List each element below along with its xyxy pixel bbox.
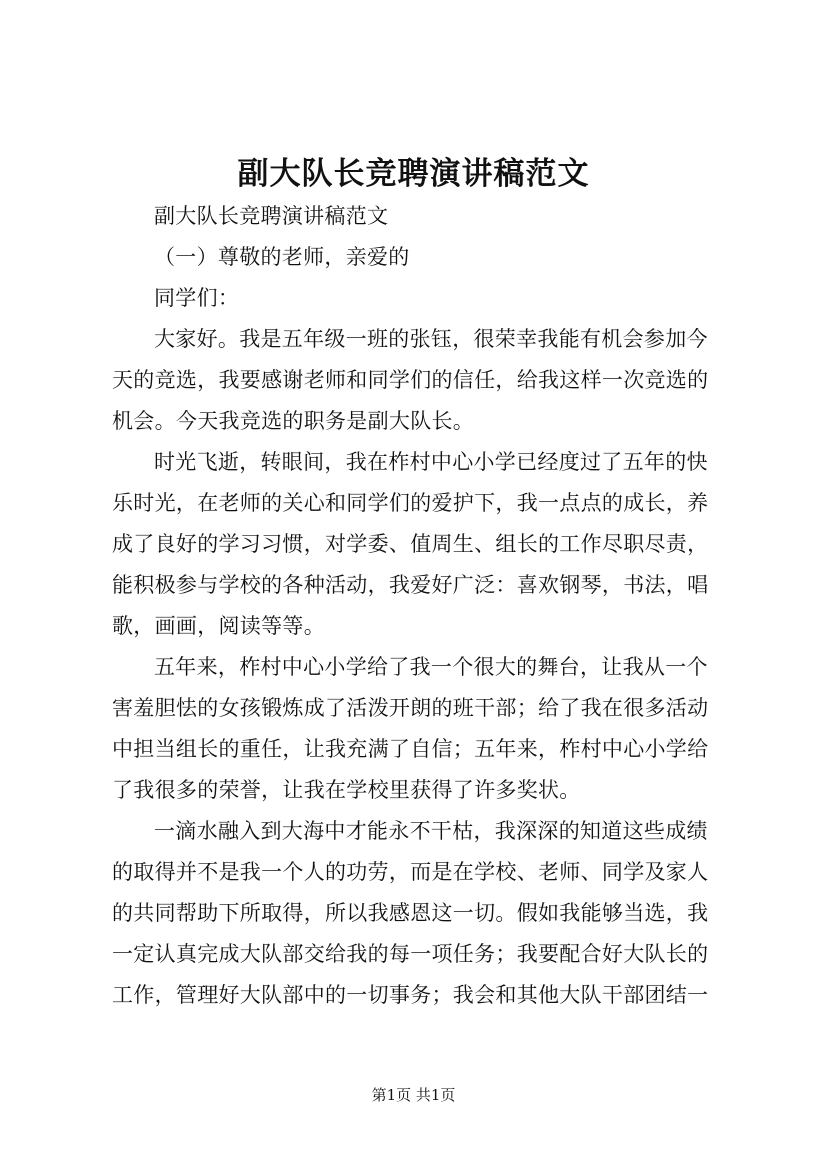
text-line: 同学们： [154,286,240,310]
page-footer: 第1页 共1页 [371,1086,456,1104]
document-title: 副大队长竞聘演讲稿范文 [237,156,590,192]
text-line: 中担当组长的重任，让我充满了自信；五年来，柞村中心小学给 [112,737,709,761]
text-line: （一）尊敬的老师，亲爱的 [154,245,410,269]
paragraph-start-line: 一滴水融入到大海中才能永不干枯，我深深的知道这些成绩 [154,819,708,843]
paragraph-start-line: 大家好。我是五年级一班的张钰，很荣幸我能有机会参加今 [154,327,708,351]
text-line: 害羞胆怯的女孩锻炼成了活泼开朗的班干部；给了我在很多活动 [112,696,709,720]
text-line: 的共同帮助下所取得，所以我感恩这一切。假如我能够当选，我 [112,901,709,925]
text-line: 能积极参与学校的各种活动，我爱好广泛：喜欢钢琴，书法，唱 [112,573,709,597]
document-body [112,196,722,1016]
text-line: 机会。今天我竞选的职务是副大队长。 [112,409,475,433]
text-line: 歌，画画，阅读等等。 [112,614,325,638]
text-line: 乐时光，在老师的关心和同学们的爱护下，我一点点的成长，养 [112,491,709,515]
text-line: 一定认真完成大队部交给我的每一项任务；我要配合好大队长的 [112,942,709,966]
text-line: 了我很多的荣誉，让我在学校里获得了许多奖状。 [112,778,581,802]
text-line: 天的竞选，我要感谢老师和同学们的信任，给我这样一次竞选的 [112,368,709,392]
text-line: 的取得并不是我一个人的功劳，而是在学校、老师、同学及家人 [112,860,709,884]
text-line: 成了良好的学习习惯，对学委、值周生、组长的工作尽职尽责， [112,532,709,556]
paragraph-start-line: 五年来，柞村中心小学给了我一个很大的舞台，让我从一个 [154,655,708,679]
text-line: 工作，管理好大队部中的一切事务；我会和其他大队干部团结一 [112,983,709,1007]
paragraph-start-line: 时光飞逝，转眼间，我在柞村中心小学已经度过了五年的快 [154,450,708,474]
subtitle-line: 副大队长竞聘演讲稿范文 [154,204,389,228]
